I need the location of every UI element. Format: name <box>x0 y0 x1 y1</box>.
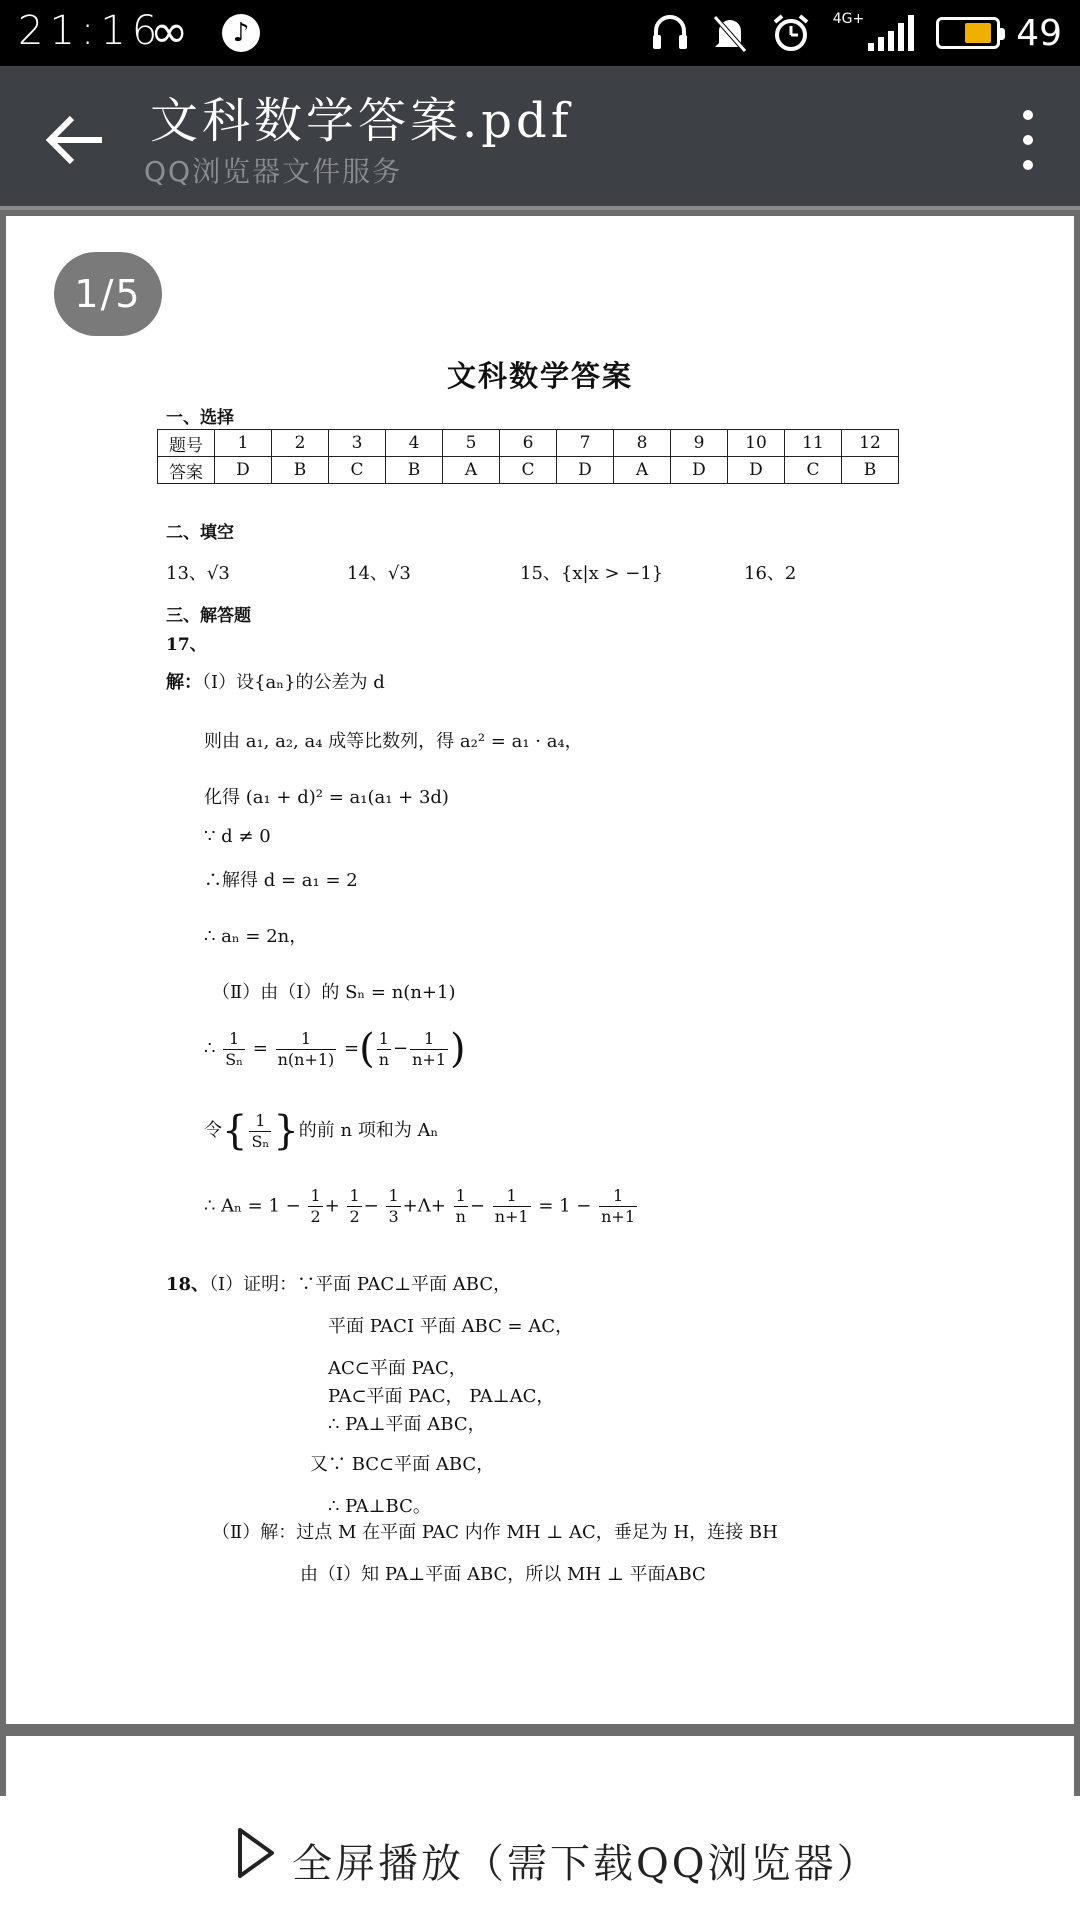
q18-text: （Ⅰ）证明：∵平面 PAC⊥平面 ABC， <box>209 1274 512 1295</box>
table-cell: D <box>215 457 272 484</box>
play-icon <box>236 1826 276 1880</box>
more-options-icon[interactable] <box>1016 110 1040 170</box>
table-cell: 6 <box>500 430 557 457</box>
answer-13: 13、√3 <box>166 563 230 584</box>
document-title: 文科数学答案 <box>446 359 633 393</box>
fraction <box>276 1029 337 1070</box>
fraction-denominator: 3 <box>388 1207 399 1226</box>
fraction-denominator: n <box>455 1207 466 1226</box>
question-18-label: 18、 <box>166 1274 210 1295</box>
q18-line: 又∵ BC⊂平面 ABC， <box>310 1454 495 1475</box>
section-choice: 一、选择 <box>166 408 234 428</box>
fraction-numerator: 1 <box>310 1186 321 1205</box>
let-symbol: 令 <box>204 1120 222 1141</box>
table-cell: D <box>671 457 728 484</box>
page-indicator: 1/5 <box>54 252 162 336</box>
fraction <box>249 1111 271 1152</box>
table-cell: B <box>272 457 329 484</box>
signal-icon <box>868 15 914 51</box>
status-time: 21:16 <box>18 8 164 54</box>
status-icons <box>651 8 1062 58</box>
fraction-denominator: 2 <box>310 1207 321 1226</box>
q17-line: ∵ d ≠ 0 <box>204 826 271 847</box>
network-type: 4G+ <box>832 11 865 27</box>
answer-16: 16、2 <box>744 563 797 584</box>
fraction-numerator: 1 <box>493 1186 531 1207</box>
series-prefix: ∴ Aₙ = 1 − <box>204 1195 301 1217</box>
fraction-denominator: n+1 <box>601 1207 636 1226</box>
table-row <box>158 457 899 484</box>
table-cell: 3 <box>329 430 386 457</box>
q17-line: （Ⅱ）由（Ⅰ）的 Sₙ = n(n+1) <box>212 982 456 1003</box>
fullscreen-play-label: 全屏播放（需下载QQ浏览器） <box>292 1841 880 1887</box>
q17-line: ∴解得 d = a₁ = 2 <box>204 870 358 891</box>
pdf-page-next[interactable] <box>6 1736 1074 1796</box>
table-cell: 9 <box>671 430 728 457</box>
question-17-label: 17、 <box>166 635 207 655</box>
fraction-denominator: n+1 <box>412 1049 447 1069</box>
table-cell: 答案 <box>158 457 215 484</box>
fraction <box>377 1029 391 1070</box>
q17-line-series: ∴ Aₙ = 1 − $\frac{1}{2}$ + $\frac{1}{2}$ − $\frac{1}{3}$ +Λ+ $\frac{1}{n}$ − $\frac{1}{n+1}$ = 1 − $\frac{1}{n+1}$ <box>204 1186 636 1226</box>
fraction <box>410 1029 448 1070</box>
fraction <box>493 1186 531 1227</box>
q17-line <box>166 668 385 694</box>
mute-icon <box>711 13 749 53</box>
q18-line <box>166 1270 511 1296</box>
table-cell: 10 <box>728 430 785 457</box>
file-subtitle: QQ浏览器文件服务 <box>144 155 403 188</box>
q18-line: （Ⅱ）解：过点 M 在平面 PAC 内作 MH ⊥ AC，垂足为 H，连接 BH <box>212 1522 778 1543</box>
table-cell: 1 <box>215 430 272 457</box>
section-fill: 二、填空 <box>166 523 234 543</box>
fraction-numerator: 1 <box>223 1029 245 1050</box>
battery-icon <box>936 17 1000 49</box>
fraction <box>223 1029 245 1070</box>
fraction-denominator: 2 <box>349 1207 360 1226</box>
q17-line: 则由 a₁, a₂, a₄ 成等比数列，得 a₂² = a₁ · a₄， <box>204 731 583 752</box>
series-equals: = 1 − <box>538 1195 592 1217</box>
fraction-numerator: 1 <box>388 1186 399 1205</box>
table-cell: B <box>386 457 443 484</box>
table-cell: 2 <box>272 430 329 457</box>
back-arrow-icon[interactable] <box>40 104 112 176</box>
fraction-numerator: 1 <box>276 1029 337 1050</box>
section-solutions: 三、解答题 <box>166 606 251 626</box>
alarm-icon <box>771 13 811 53</box>
app-bar <box>0 66 1080 210</box>
q18-line: AC⊂平面 PAC， <box>328 1358 467 1379</box>
q17-line: 化得 (a₁ + d)² = a₁(a₁ + 3d) <box>204 787 449 808</box>
fraction-numerator: 1 <box>249 1111 271 1132</box>
q17-line: ∴ aₙ = 2n， <box>204 926 308 947</box>
fraction-numerator: 1 <box>410 1029 448 1050</box>
q17-line-fraction: ∴ $\frac{1}{\text{Sₙ}}$ = $\frac{1}{n(n+1)}$ =( $\frac{1}{n}$ − $\frac{1}{n+1}$ ) <box>204 1026 466 1072</box>
table-cell: B <box>842 457 899 484</box>
table-cell: C <box>785 457 842 484</box>
q18-line: ∴ PA⊥BC。 <box>328 1496 431 1517</box>
fraction-numerator: 1 <box>454 1186 468 1207</box>
answer-15: 15、{x|x > −1} <box>520 563 664 584</box>
fraction <box>454 1186 468 1227</box>
table-cell: 8 <box>614 430 671 457</box>
fraction-numerator: 1 <box>599 1186 637 1207</box>
table-cell: 12 <box>842 430 899 457</box>
table-cell: 11 <box>785 430 842 457</box>
music-app-icon: ♪ <box>222 14 260 52</box>
solution-label: 解： <box>166 672 202 693</box>
fraction-denominator: n <box>378 1049 390 1069</box>
q17-line-sum: 令{ $\frac{1}{\text{Sₙ}}$ }的前 n 项和为 Aₙ <box>204 1108 439 1154</box>
document-content <box>6 216 1074 1724</box>
fraction-numerator: 1 <box>349 1186 360 1205</box>
fraction <box>599 1186 637 1227</box>
therefore-symbol: ∴ <box>204 1038 216 1059</box>
q17-text: 的前 n 项和为 Aₙ <box>298 1120 439 1141</box>
fraction-denominator: n(n+1) <box>277 1049 335 1069</box>
answer-table <box>157 429 899 484</box>
fraction-denominator: n+1 <box>494 1207 529 1226</box>
table-cell: 7 <box>557 430 614 457</box>
q18-line: ∴ PA⊥平面 ABC， <box>328 1414 486 1435</box>
pdf-page[interactable] <box>6 216 1074 1724</box>
fullscreen-play-bar[interactable] <box>0 1796 1080 1920</box>
fraction-denominator: Sₙ <box>225 1049 244 1069</box>
q18-line: 平面 PACI 平面 ABC = AC， <box>328 1316 574 1337</box>
table-cell: 5 <box>443 430 500 457</box>
table-cell: 4 <box>386 430 443 457</box>
infinity-icon: ∞ <box>150 4 189 58</box>
table-cell: D <box>728 457 785 484</box>
table-cell: C <box>329 457 386 484</box>
status-bar <box>0 0 1080 66</box>
table-row <box>158 430 899 457</box>
table-cell: D <box>557 457 614 484</box>
q18-line: 由（Ⅰ）知 PA⊥平面 ABC，所以 MH ⊥ 平面ABC <box>300 1564 706 1585</box>
battery-level: 49 <box>1016 12 1062 54</box>
answer-14: 14、√3 <box>347 563 411 584</box>
fraction <box>347 1186 361 1227</box>
fraction <box>308 1186 322 1227</box>
table-cell: A <box>614 457 671 484</box>
table-cell: C <box>500 457 557 484</box>
q17-text: （Ⅰ）设{aₙ}的公差为 d <box>202 672 385 693</box>
ellipsis-symbol: Λ <box>417 1195 431 1217</box>
file-title: 文科数学答案.pdf <box>150 93 573 149</box>
fraction-numerator: 1 <box>377 1029 391 1050</box>
table-cell: 题号 <box>158 430 215 457</box>
fraction-denominator: Sₙ <box>251 1131 270 1151</box>
fraction <box>386 1186 400 1227</box>
q18-line: PA⊂平面 PAC， PA⊥AC， <box>328 1386 555 1407</box>
headset-icon <box>651 13 689 53</box>
table-cell: A <box>443 457 500 484</box>
